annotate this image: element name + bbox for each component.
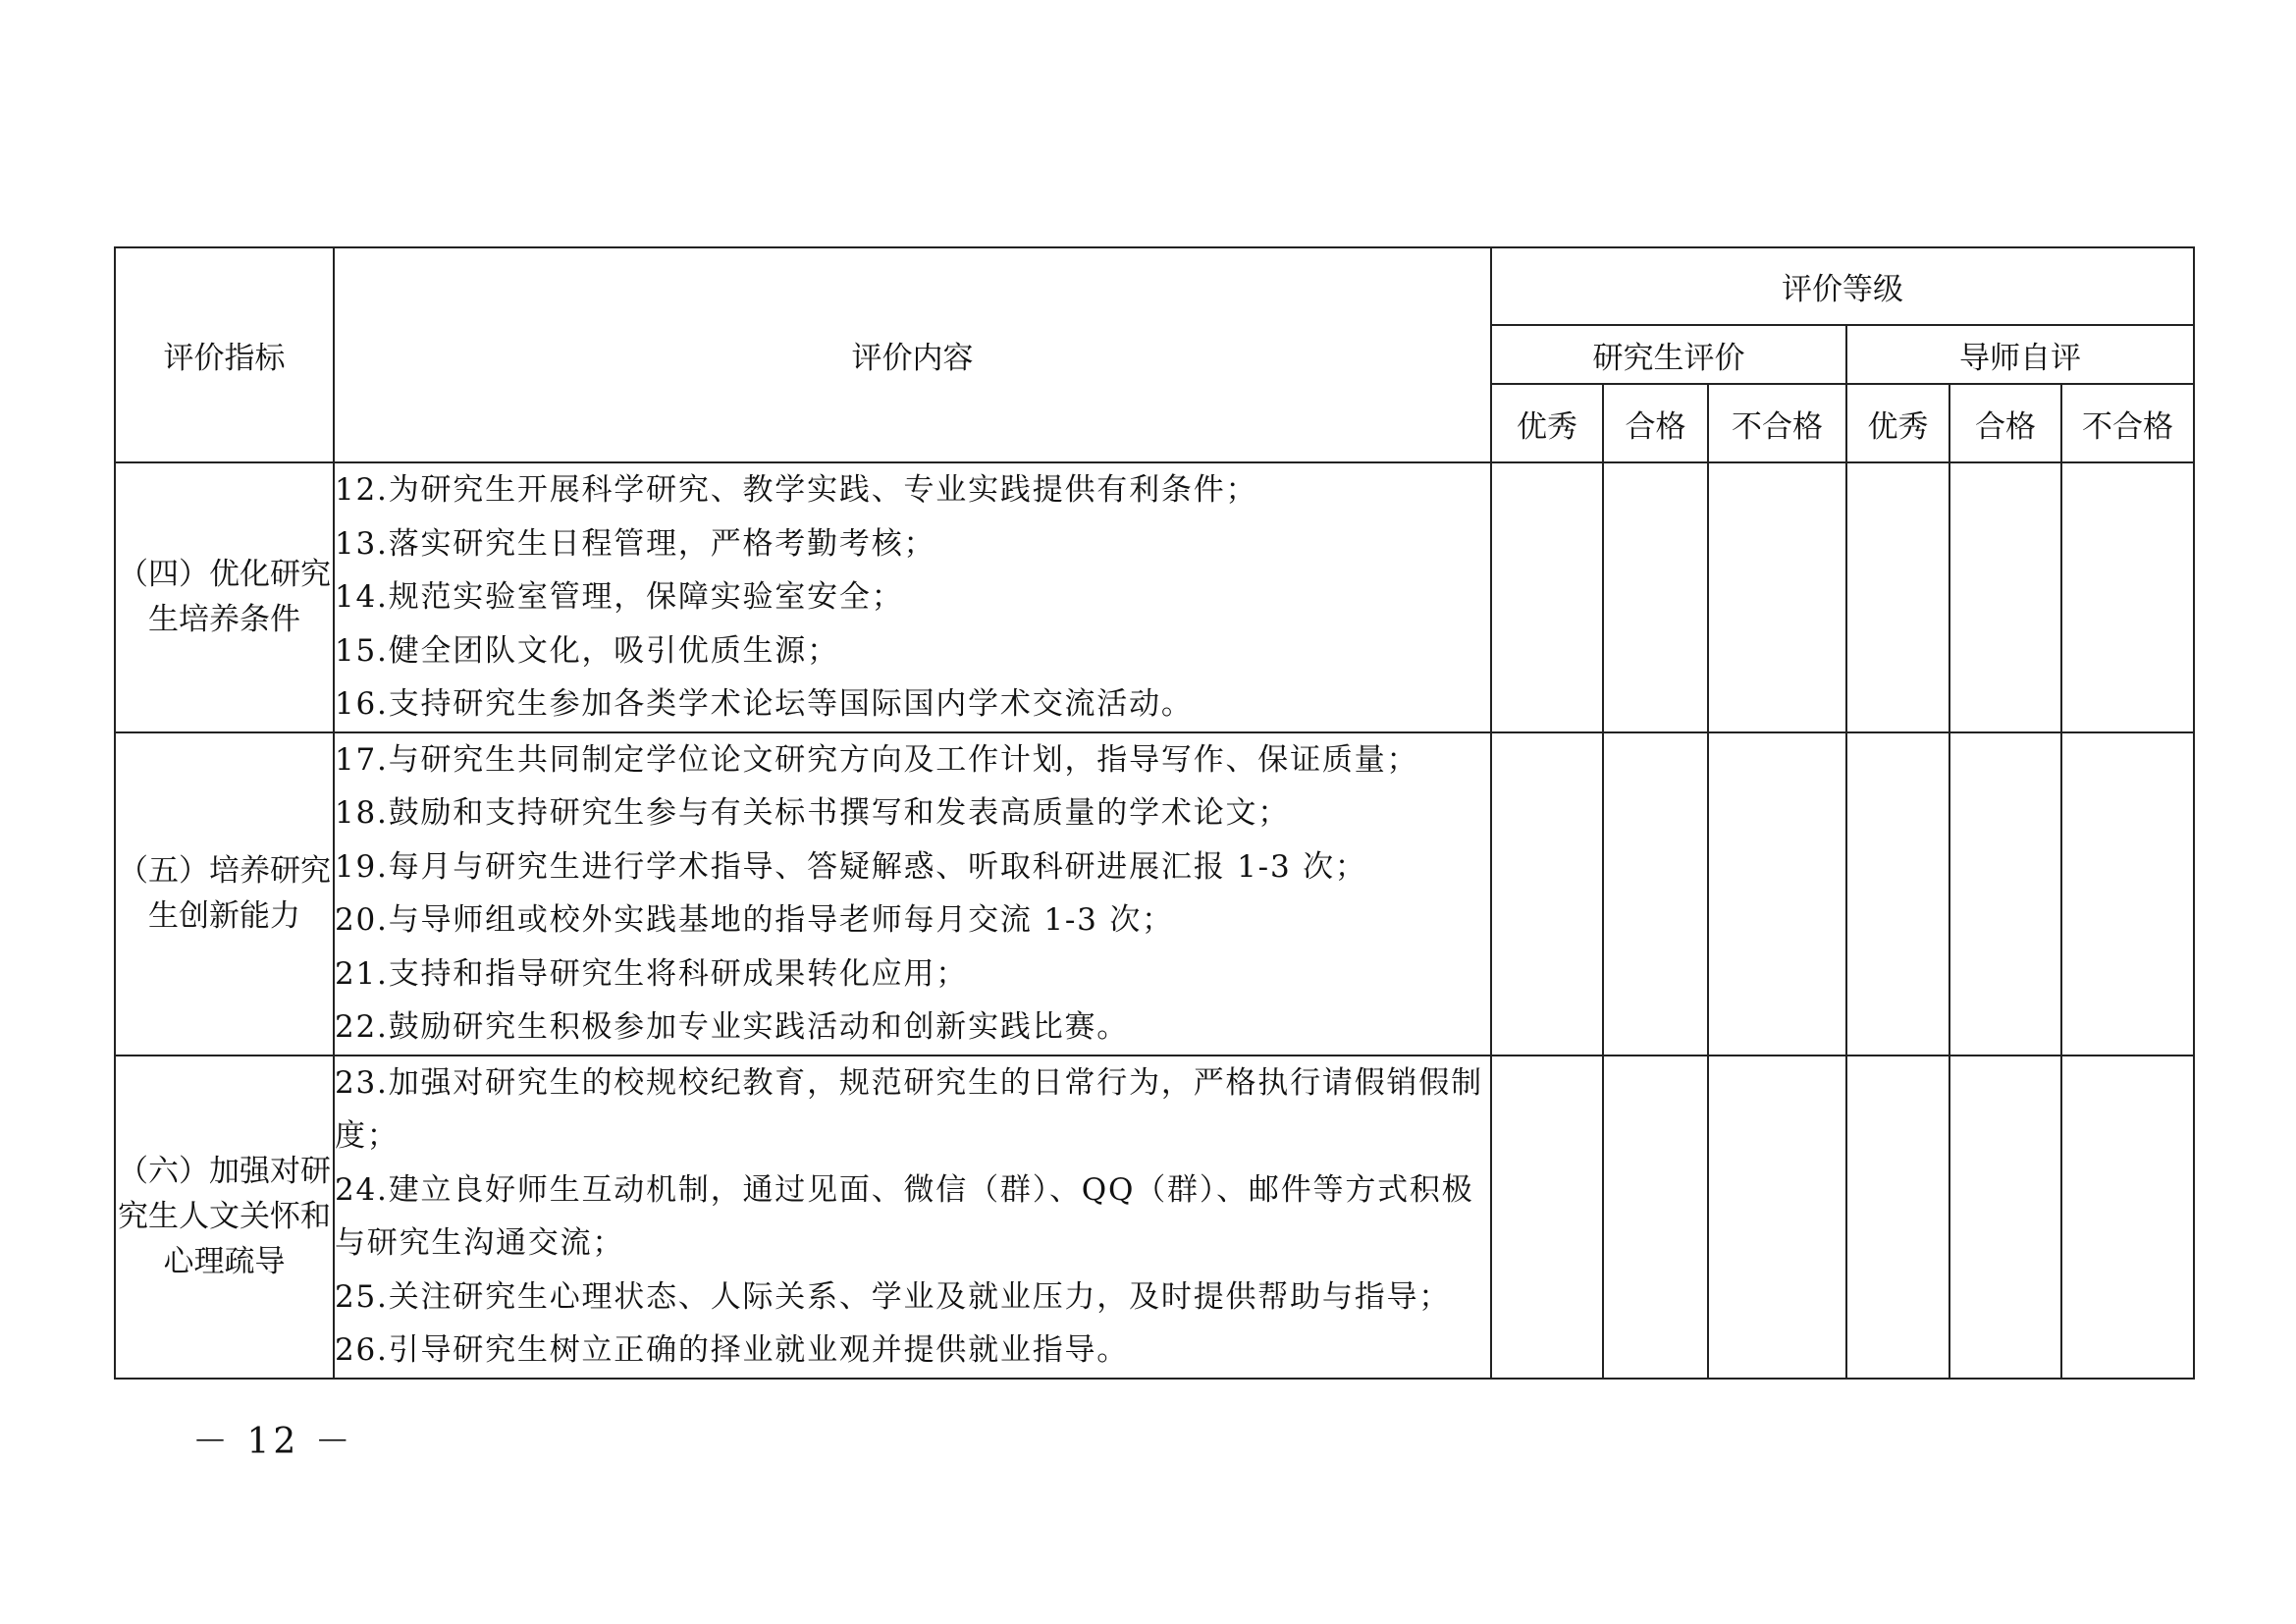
grade-cell [2061,732,2194,1056]
grade-cell [1603,462,1708,732]
content-cell [334,462,1491,732]
grade-cell [1846,1056,1949,1379]
evaluation-table [114,246,2195,1380]
list-item: 20.与导师组或校外实践基地的指导老师每月交流 1-3 次； [335,902,1174,938]
list-item: 19.每月与研究生进行学术指导、答疑解惑、听取科研进展汇报 1-3 次； [335,848,1367,885]
grade-cell [1603,1056,1708,1379]
header-mentor-self: 导师自评 [1846,325,2194,384]
header-level-student-fail: 不合格 [1708,384,1846,462]
indicator-cell: （六）加强对研究生人文关怀和心理疏导 [115,1056,334,1379]
header-level-student-excellent: 优秀 [1491,384,1603,462]
list-item: 16.支持研究生参加各类学术论坛等国际国内学术交流活动。 [335,686,1194,722]
indicator-cell: （五）培养研究生创新能力 [115,732,334,1056]
list-item: 21.支持和指导研究生将科研成果转化应用； [335,955,969,992]
list-item: 24.建立良好师生互动机制，通过见面、微信（群）、QQ（群）、邮件等方式积极与研究生沟通交流； [335,1171,1474,1261]
grade-cell [1491,732,1603,1056]
grade-cell [2061,1056,2194,1379]
content-cell [334,732,1491,1056]
header-level-student-pass: 合格 [1603,384,1708,462]
list-item: 26.引导研究生树立正确的择业就业观并提供就业指导。 [335,1332,1130,1368]
header-level-mentor-fail: 不合格 [2061,384,2194,462]
header-student-eval: 研究生评价 [1491,325,1846,384]
list-item: 14.规范实验室管理，保障实验室安全； [335,579,904,615]
grade-cell [1949,462,2061,732]
grade-cell [1846,462,1949,732]
grade-cell [1708,462,1846,732]
table-row [115,1056,2194,1379]
grade-cell [1603,732,1708,1056]
grade-cell [2061,462,2194,732]
content-cell [334,1056,1491,1379]
list-item: 22.鼓励研究生积极参加专业实践活动和创新实践比赛。 [335,1009,1130,1045]
header-level-mentor-excellent: 优秀 [1846,384,1949,462]
table-row [115,732,2194,1056]
grade-cell [1708,1056,1846,1379]
table-row [115,462,2194,732]
grade-cell [1846,732,1949,1056]
list-item: 17.与研究生共同制定学位论文研究方向及工作计划，指导写作、保证质量； [335,741,1419,778]
header-grade: 评价等级 [1491,247,2194,325]
header-level-mentor-pass: 合格 [1949,384,2061,462]
list-item: 18.鼓励和支持研究生参与有关标书撰写和发表高质量的学术论文； [335,795,1291,831]
list-item: 23.加强对研究生的校规校纪教育，规范研究生的日常行为，严格执行请假销假制度； [335,1064,1483,1154]
grade-cell [1708,732,1846,1056]
page-number: － 12 － [192,1422,354,1462]
grade-cell [1949,732,2061,1056]
grade-cell [1491,1056,1603,1379]
grade-cell [1949,1056,2061,1379]
list-item: 12.为研究生开展科学研究、教学实践、专业实践提供有利条件； [335,472,1258,508]
header-content: 评价内容 [334,247,1491,462]
grade-cell [1491,462,1603,732]
list-item: 15.健全团队文化，吸引优质生源； [335,632,839,669]
list-item: 13.落实研究生日程管理，严格考勤考核； [335,525,936,562]
list-item: 25.关注研究生心理状态、人际关系、学业及就业压力，及时提供帮助与指导； [335,1278,1452,1315]
indicator-cell: （四）优化研究生培养条件 [115,462,334,732]
header-indicator: 评价指标 [115,247,334,462]
